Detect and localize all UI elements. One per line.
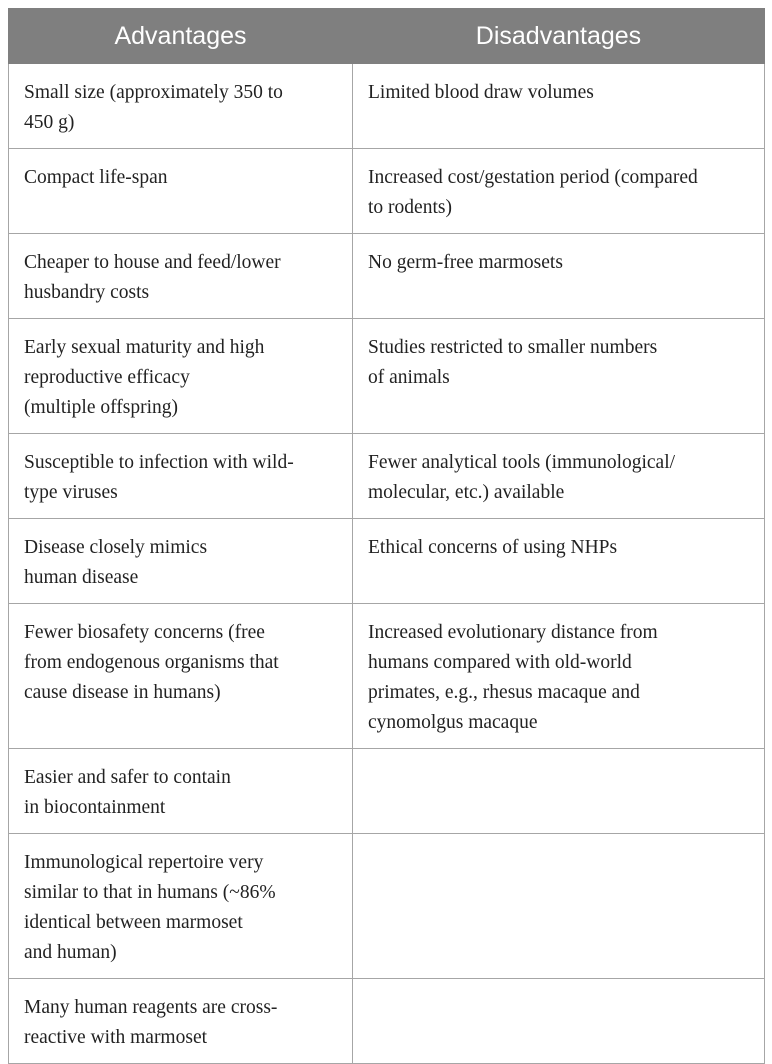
advantage-cell: Compact life-span [9, 149, 353, 234]
table-row [9, 979, 765, 1064]
advantage-cell: Many human reagents are cross- reactive with marmoset [9, 979, 353, 1064]
disadvantage-cell [353, 834, 765, 979]
header-row [9, 9, 765, 64]
header-advantages: Advantages [9, 9, 353, 64]
table-row [9, 749, 765, 834]
table-row [9, 519, 765, 604]
table-row [9, 604, 765, 749]
table-row [9, 434, 765, 519]
table-row [9, 234, 765, 319]
advantage-cell: Easier and safer to contain in biocontainment [9, 749, 353, 834]
advantage-cell: Immunological repertoire very similar to that in humans (~86% identical between marmoset and human) [9, 834, 353, 979]
disadvantage-cell: Fewer analytical tools (immunological/ molecular, etc.) available [353, 434, 765, 519]
advantage-cell: Cheaper to house and feed/lower husbandry costs [9, 234, 353, 319]
disadvantage-cell [353, 979, 765, 1064]
table-row [9, 834, 765, 979]
disadvantage-cell: Limited blood draw volumes [353, 64, 765, 149]
table-header [9, 9, 765, 64]
disadvantage-cell: No germ-free marmosets [353, 234, 765, 319]
advantage-cell: Early sexual maturity and high reproductive efficacy (multiple offspring) [9, 319, 353, 434]
disadvantage-cell [353, 749, 765, 834]
advantage-cell: Small size (approximately 350 to 450 g) [9, 64, 353, 149]
comparison-table [8, 8, 765, 1064]
disadvantage-cell: Increased evolutionary distance from humans compared with old-world primates, e.g., rhesus macaque and cynomolgus macaque [353, 604, 765, 749]
table-row [9, 319, 765, 434]
advantage-cell: Fewer biosafety concerns (free from endogenous organisms that cause disease in humans) [9, 604, 353, 749]
advantage-cell: Disease closely mimics human disease [9, 519, 353, 604]
disadvantage-cell: Studies restricted to smaller numbers of animals [353, 319, 765, 434]
header-disadvantages: Disadvantages [353, 9, 765, 64]
table-row [9, 64, 765, 149]
table-body [9, 64, 765, 1064]
advantage-cell: Susceptible to infection with wild- type viruses [9, 434, 353, 519]
disadvantage-cell: Ethical concerns of using NHPs [353, 519, 765, 604]
disadvantage-cell: Increased cost/gestation period (compared to rodents) [353, 149, 765, 234]
table-row [9, 149, 765, 234]
